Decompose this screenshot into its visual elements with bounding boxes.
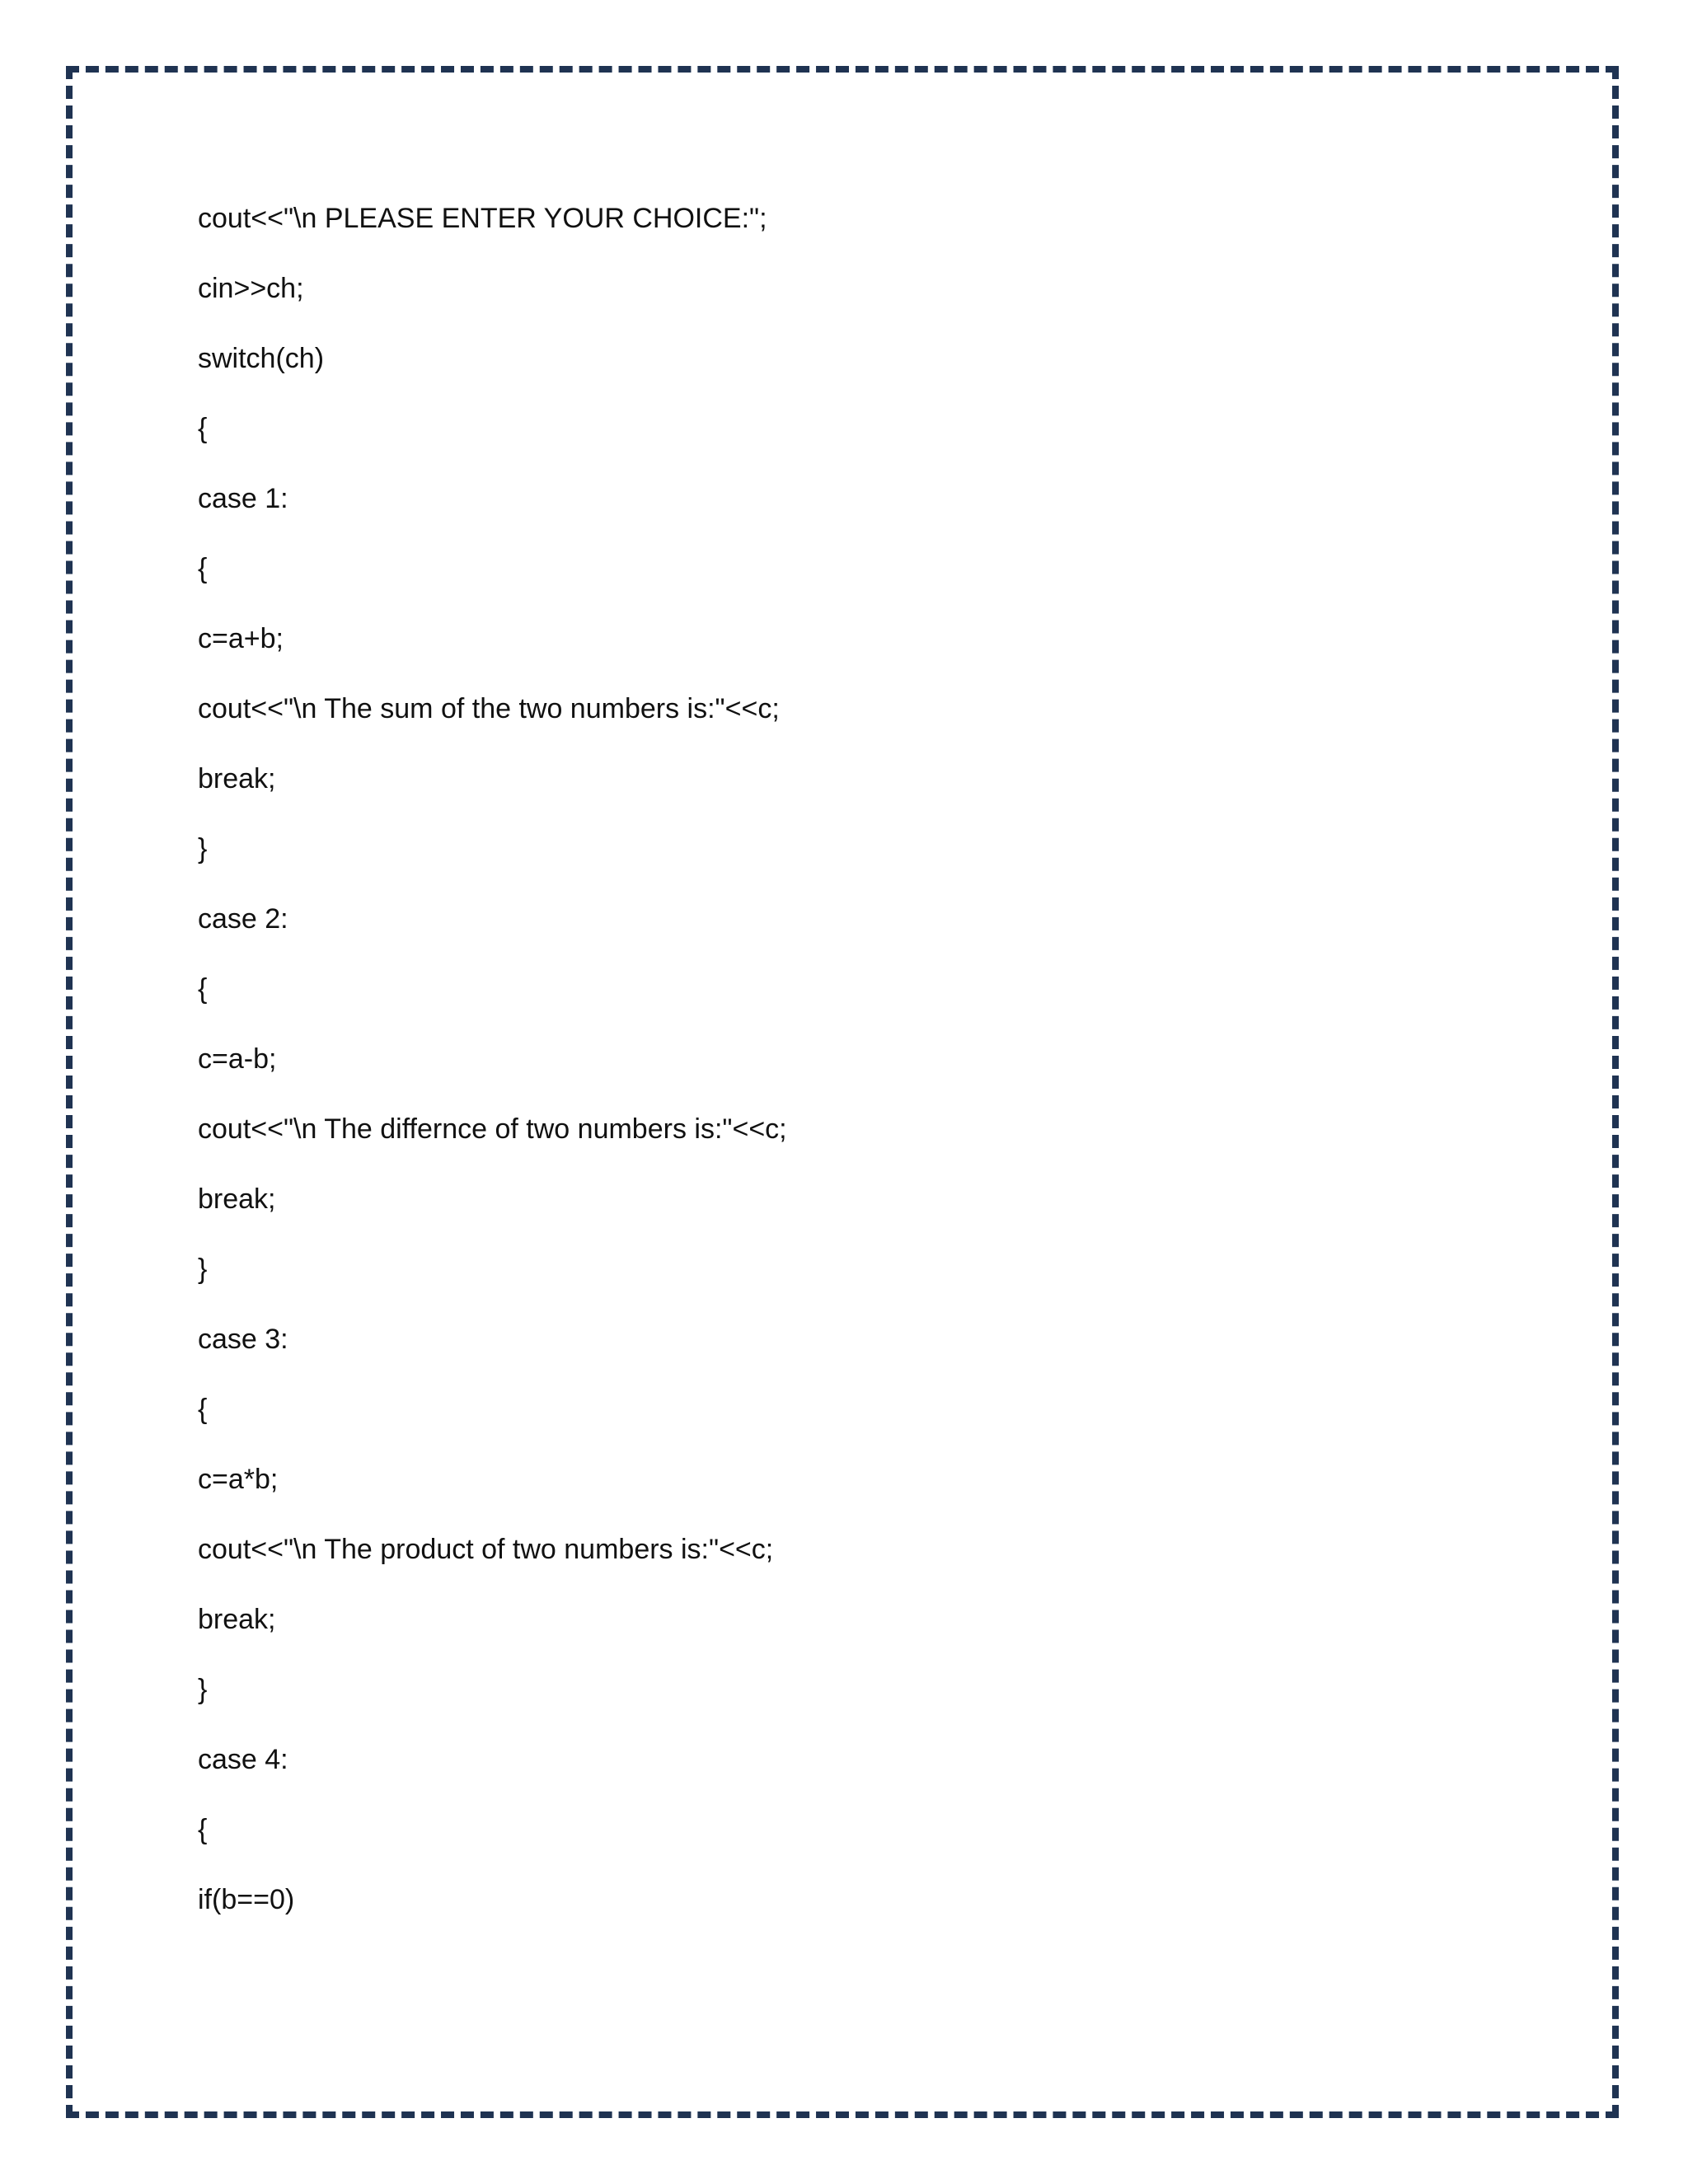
code-line: c=a*b;: [198, 1464, 279, 1495]
code-line: {: [198, 1814, 208, 1845]
code-line: }: [198, 1254, 208, 1285]
code-line: {: [198, 413, 208, 444]
code-line: case 1:: [198, 483, 288, 514]
code-line: c=a+b;: [198, 623, 284, 654]
code-line: switch(ch): [198, 343, 325, 374]
code-line: break;: [198, 1604, 276, 1635]
code-line: case 2:: [198, 903, 288, 935]
code-line: {: [198, 973, 208, 1005]
code-line: c=a-b;: [198, 1043, 277, 1075]
code-line: cout<<"\n The product of two numbers is:"<<c;: [198, 1534, 774, 1565]
code-line: cin>>ch;: [198, 273, 304, 304]
code-line: {: [198, 553, 208, 584]
code-line: {: [198, 1394, 208, 1425]
code-line: cout<<"\n PLEASE ENTER YOUR CHOICE:";: [198, 203, 767, 234]
code-line: case 4:: [198, 1744, 288, 1775]
code-line: break;: [198, 1183, 276, 1215]
code-line: case 3:: [198, 1324, 288, 1355]
code-line: }: [198, 833, 208, 865]
code-line: if(b==0): [198, 1884, 295, 1915]
code-line: cout<<"\n The differnce of two numbers is:"<<c;: [198, 1113, 787, 1145]
code-line: cout<<"\n The sum of the two numbers is:"<<c;: [198, 693, 780, 724]
code-line: break;: [198, 763, 276, 794]
code-listing: [198, 194, 787, 1945]
code-line: }: [198, 1674, 208, 1705]
